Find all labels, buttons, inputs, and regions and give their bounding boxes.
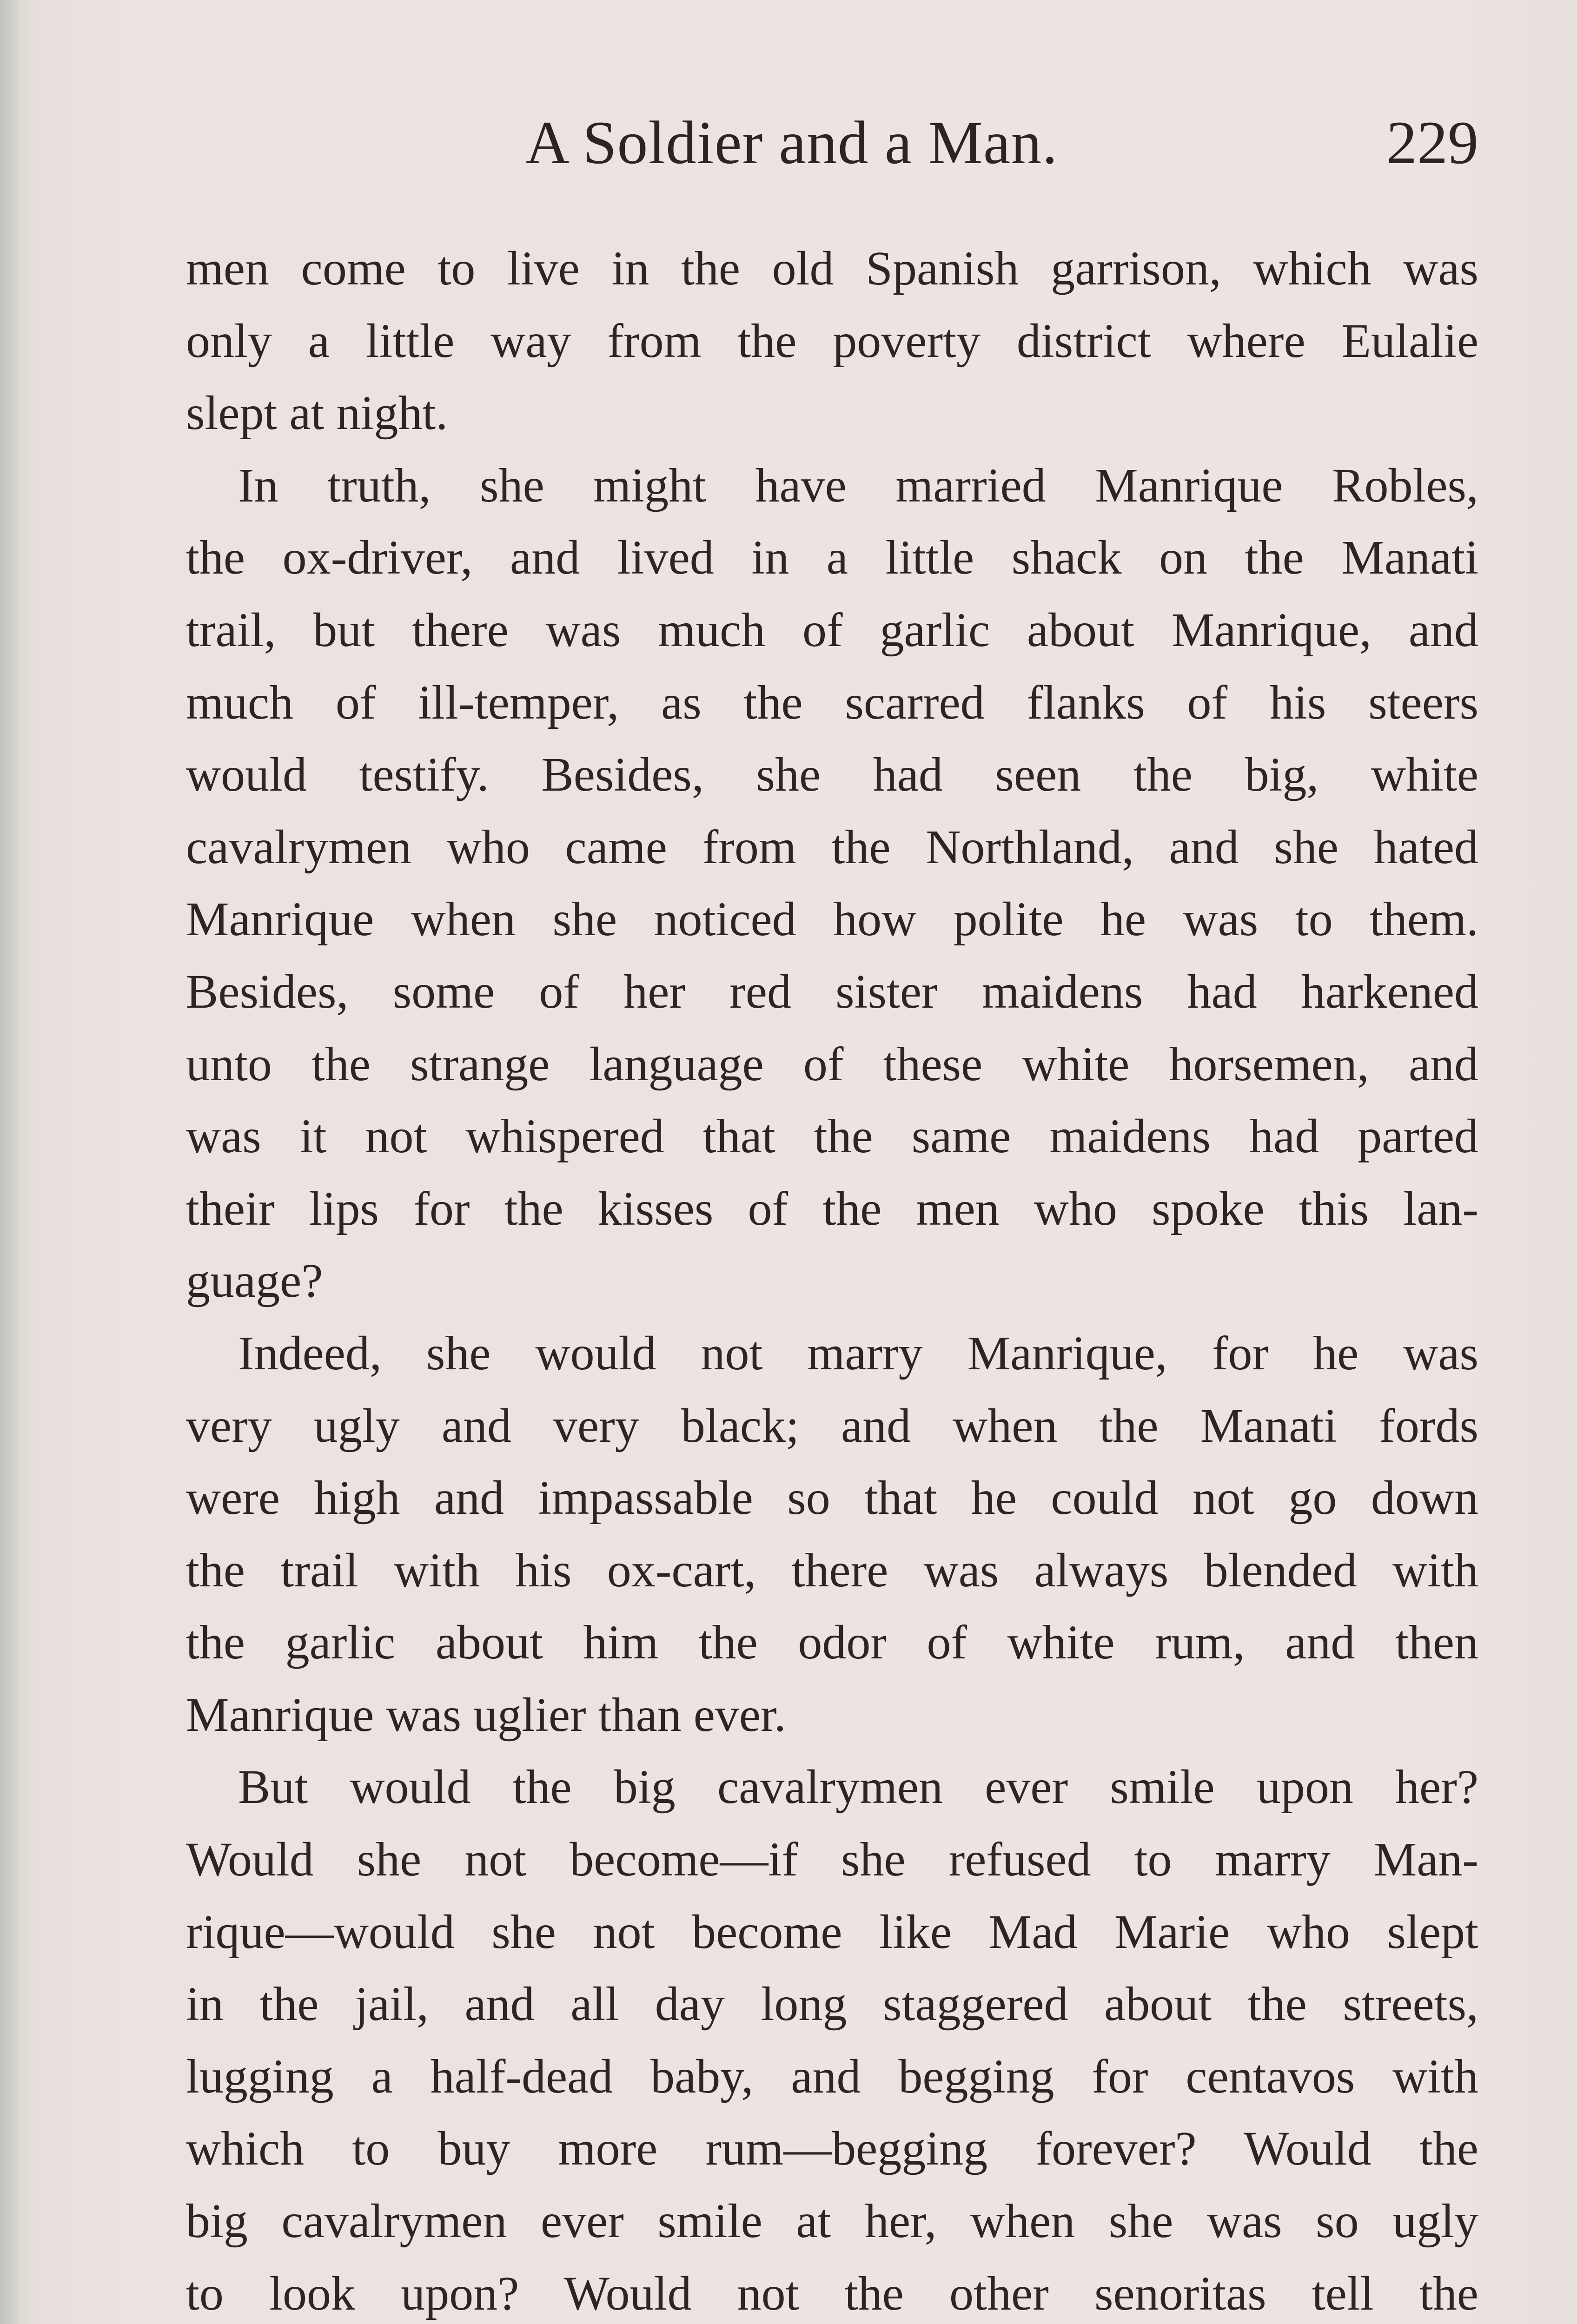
text-line: was it not whispered that the same maidens had parted <box>186 1109 1478 1163</box>
text-line: very ugly and very black; and when the Manati fords <box>186 1399 1478 1452</box>
text-line: In truth, she might have married Manrique Robles, <box>238 458 1478 512</box>
page-edge <box>0 0 19 2324</box>
text-line: But would the big cavalrymen ever smile upon her? <box>238 1760 1478 1814</box>
page-number: 229 <box>1386 108 1478 177</box>
page-header <box>186 107 1478 181</box>
text-line: the ox-driver, and lived in a little shack on the Manati <box>186 531 1478 585</box>
text-line: guage? <box>186 1254 323 1308</box>
text-line: Would she not become—if she refused to marry Man- <box>186 1833 1478 1887</box>
text-line: their lips for the kisses of the men who spoke this lan- <box>186 1182 1478 1235</box>
text-line: big cavalrymen ever smile at her, when she was so ugly <box>186 2194 1478 2248</box>
text-line: Manrique was uglier than ever. <box>186 1688 786 1742</box>
text-line: men come to live in the old Spanish garrison, which was <box>186 242 1478 295</box>
text-line: in the jail, and all day long staggered about the streets, <box>186 1977 1478 2031</box>
running-head: A Soldier and a Man. <box>525 108 1058 177</box>
text-line: only a little way from the poverty district where Eulalie <box>186 314 1478 368</box>
text-line: Manrique when she noticed how polite he was to them. <box>186 892 1478 946</box>
text-line: would testify. Besides, she had seen the big, white <box>186 748 1478 802</box>
body-text <box>186 232 1478 2324</box>
text-line: slept at night. <box>186 386 448 440</box>
text-line: Indeed, she would not marry Manrique, for he was <box>238 1326 1478 1380</box>
text-line: rique—would she not become like Mad Marie who slept <box>186 1905 1478 1959</box>
text-line: Besides, some of her red sister maidens had harkened <box>186 964 1478 1018</box>
text-line: unto the strange language of these white horsemen, and <box>186 1037 1478 1091</box>
text-line: the garlic about him the odor of white rum, and then <box>186 1616 1478 1670</box>
text-line: cavalrymen who came from the Northland, and she hated <box>186 820 1478 874</box>
text-line: to look upon? Would not the other senoritas tell the <box>186 2266 1478 2320</box>
text-line: the trail with his ox-cart, there was always blended with <box>186 1543 1478 1597</box>
text-line: which to buy more rum—begging forever? Would the <box>186 2122 1478 2176</box>
text-line: were high and impassable so that he could not go down <box>186 1471 1478 1525</box>
text-line: much of ill-temper, as the scarred flanks of his steers <box>186 675 1478 729</box>
text-line: lugging a half-dead baby, and begging for centavos with <box>186 2049 1478 2103</box>
text-line: trail, but there was much of garlic about Manrique, and <box>186 603 1478 657</box>
